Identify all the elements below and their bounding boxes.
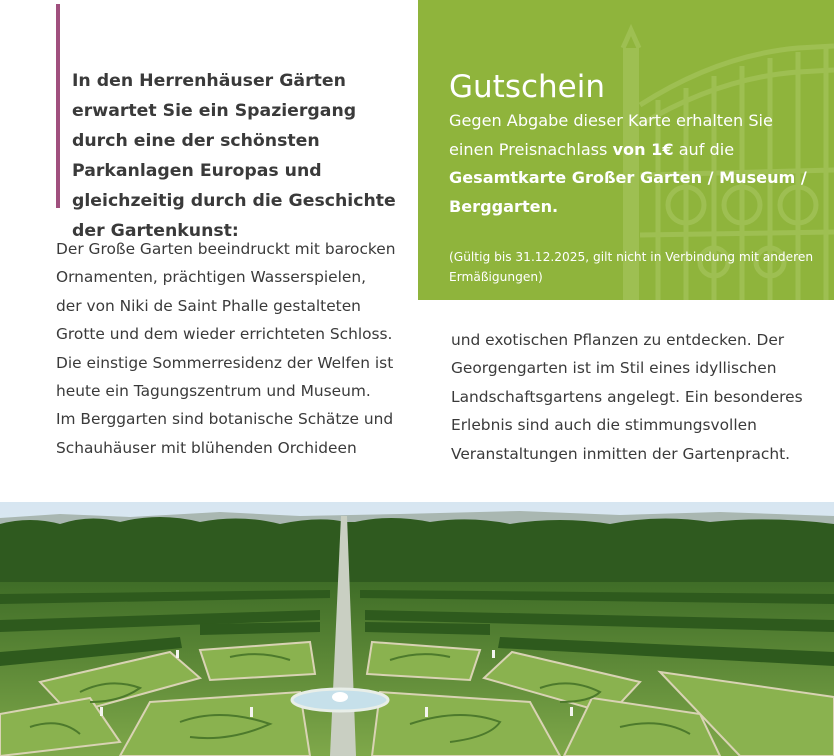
body-line: Im Berggarten sind botanische Schätze und	[56, 410, 394, 429]
voucher-text	[449, 107, 819, 221]
body-line: der von Niki de Saint Phalle gestalteten	[56, 296, 361, 315]
garden-photo	[0, 502, 834, 756]
voucher-title: Gutschein	[449, 69, 605, 105]
voucher-note: (Gültig bis 31.12.2025, gilt nicht in Verbindung mit anderen Ermäßigungen)	[449, 250, 814, 284]
body-line: Die einstige Sommerresidenz der Welfen ist	[56, 353, 394, 372]
intro-heading: In den Herrenhäuser Gärten erwartet Sie ein Spaziergang durch eine der schönsten Parkanlagen Europas und gleichzeitig durch die Geschichte der Gartenkunst:	[72, 71, 396, 241]
body-line: heute ein Tagungszentrum und Museum.	[56, 382, 371, 401]
body-line: Ornamenten, prächtigen Wasserspielen,	[56, 268, 366, 287]
body-line: Landschaftsgartens angelegt. Ein besonderes	[451, 387, 803, 406]
voucher-box	[418, 0, 834, 300]
voucher-ticket: Gesamtkarte Großer Garten / Museum / Berggarten.	[449, 168, 807, 216]
body-line: Grotte und dem wieder errichteten Schloss.	[56, 325, 393, 344]
voucher-text-mid: auf die	[673, 139, 735, 159]
voucher-discount: von 1€	[612, 139, 674, 159]
body-line: Der Große Garten beeindruckt mit barocken	[56, 240, 396, 258]
body-line: Schauhäuser mit blühenden Orchideen	[56, 438, 357, 457]
body-line: Erlebnis sind auch die stimmungsvollen	[451, 416, 757, 435]
body-text-left	[56, 235, 416, 462]
body-line: Veranstaltungen inmitten der Gartenpracht.	[451, 444, 791, 463]
body-text-right	[451, 326, 826, 468]
body-line: Georgengarten ist im Stil eines idyllischen	[451, 359, 777, 378]
accent-bar	[56, 4, 60, 208]
voucher-text-intro: Gegen Abgabe dieser Karte erhalten Sie einen Preisnachlass	[449, 111, 773, 159]
body-line: und exotischen Pflanzen zu entdecken. Der	[451, 331, 785, 349]
